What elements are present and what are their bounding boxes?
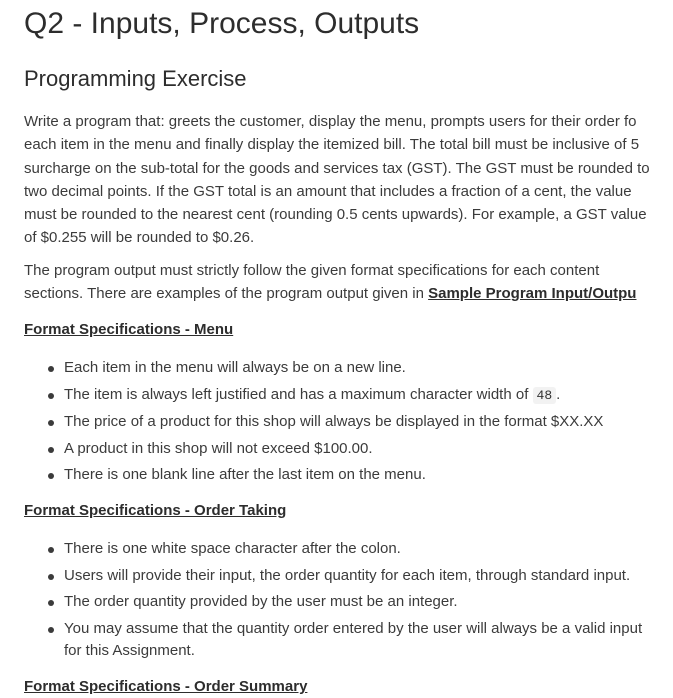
- menu-spec-heading: Format Specifications - Menu: [24, 321, 234, 338]
- section-subtitle: Programming Exercise: [24, 66, 247, 91]
- output-paragraph: [24, 259, 636, 306]
- list-item: [24, 618, 642, 662]
- list-item: The price of a product for this shop will always be displayed in the format $XX.XX: [24, 411, 603, 433]
- menu-spec-list: [24, 357, 603, 491]
- intro-line: surcharge on the sub-total for the goods and services tax (GST). The GST must be rounded to: [24, 159, 650, 177]
- intro-line: two decimal points. If the GST total is an amount that includes a fraction of a cent, the value: [24, 182, 632, 200]
- order-spec-heading: Format Specifications - Order Taking: [24, 502, 287, 519]
- page-title: Q2 - Inputs, Process, Outputs: [24, 7, 420, 40]
- output-line: [24, 282, 636, 305]
- list-item: [24, 384, 603, 407]
- output-line-text: sections. There are examples of the program output given in: [24, 285, 429, 303]
- inline-code: 48: [533, 387, 557, 404]
- output-line: The program output must strictly follow the given format specifications for each content: [24, 262, 600, 279]
- list-item: There is one blank line after the last item on the menu.: [24, 464, 603, 486]
- summary-spec-heading: Format Specifications - Order Summary: [24, 678, 308, 695]
- intro-line: Write a program that: greets the customer, display the menu, prompts users for their order fo: [24, 113, 637, 130]
- list-item-text: .: [556, 385, 561, 403]
- list-item: Users will provide their input, the order quantity for each item, through standard input.: [24, 565, 642, 587]
- intro-line: of $0.255 will be rounded to $0.26.: [24, 229, 255, 247]
- list-item-text: You may assume that the quantity order entered by the user will always be a valid input: [64, 619, 643, 637]
- intro-line: each item in the menu and finally display the itemized bill. The total bill must be inclusive of 5: [24, 136, 640, 154]
- list-item: There is one white space character after the colon.: [24, 538, 642, 560]
- intro-line: must be rounded to the nearest cent (rounding 0.5 cents upwards). For example, a GST value: [24, 206, 647, 224]
- list-item-text: for this Assignment.: [64, 641, 195, 659]
- list-item: The order quantity provided by the user must be an integer.: [24, 591, 642, 613]
- intro-paragraph: [24, 110, 650, 250]
- list-item: A product in this shop will not exceed $100.00.: [24, 438, 603, 460]
- order-spec-list: [24, 538, 642, 666]
- sample-program-link[interactable]: Sample Program Input/Outpu: [428, 285, 637, 303]
- list-item: Each item in the menu will always be on a new line.: [24, 357, 603, 379]
- list-item-text: The item is always left justified and has a maximum character width of: [64, 385, 533, 403]
